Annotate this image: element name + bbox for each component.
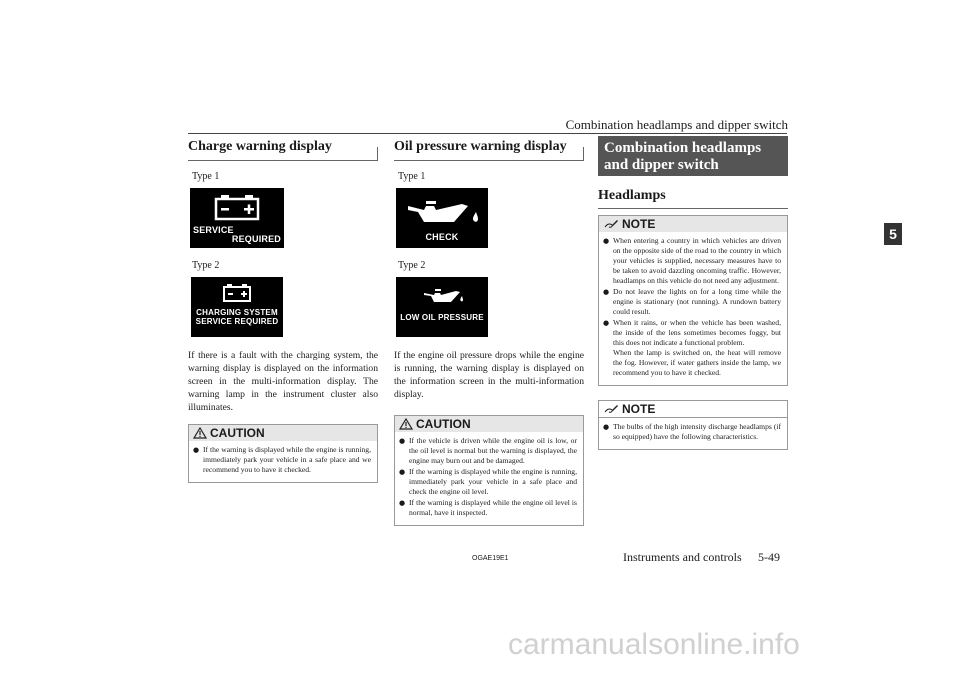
bullet-icon: ●: [399, 499, 406, 507]
oil-caution-item: If the warning is displayed while the engine is running, immediately park your vehicle in a safe place and check the engine oil level.: [409, 467, 577, 496]
oil-caution-header: [395, 416, 583, 432]
note-box-2: [598, 400, 788, 450]
note1-item-text: When it rains, or when the vehicle has been washed, the inside of the lens sometimes becomes foggy, but this does not indicate a functional problem.: [613, 318, 781, 347]
oil-caution-item: If the warning is displayed while the engine oil level is normal, have it inspected.: [409, 498, 577, 517]
note1-item-extra: When the lamp is switched on, the heat will remove the fog. However, if water gathers inside the lamp, we recommend you to have it checked.: [613, 348, 781, 377]
charge-caution-box: [188, 424, 378, 483]
charge-type2-msg-line1: CHARGING SYSTEM: [196, 308, 278, 317]
list-item: [399, 498, 577, 518]
charge-type2-label: Type 2: [192, 260, 220, 271]
charge-type1-display: [190, 188, 284, 248]
running-header: Combination headlamps and dipper switch: [565, 117, 788, 132]
charge-type1-msg-line2: REQUIRED: [231, 234, 281, 244]
list-item: [603, 236, 781, 286]
oil-caution-box: [394, 415, 584, 526]
oil-title-wrap: [394, 136, 584, 161]
oil-type1-display: [396, 188, 488, 248]
oil-type2-label: Type 2: [398, 260, 426, 271]
charge-caution-label: CAUTION: [210, 426, 265, 440]
note1-item-text: Do not leave the lights on for a long time while the engine is stationary (not running). A rundown battery could result.: [613, 287, 781, 316]
page-number: 5-49: [758, 550, 780, 564]
chapter-tab: [884, 223, 902, 245]
note1-item: [613, 236, 781, 286]
bullet-icon: ●: [193, 446, 200, 454]
note-pen-icon: [603, 403, 619, 415]
list-item: [603, 318, 781, 378]
oil-caution-body: [395, 432, 583, 525]
charge-caution-body: [189, 441, 377, 482]
note1-item: [613, 318, 781, 378]
charge-type2-display: [191, 277, 283, 337]
charge-caution-header: [189, 425, 377, 441]
note-box-1: [598, 215, 788, 386]
charge-body-text: If there is a fault with the charging system, the warning display is displayed on the information screen in the multi-information display. The warning lamp in the instrument cluster also illuminates.: [188, 350, 378, 413]
list-item: [603, 287, 781, 317]
list-item: [193, 445, 371, 475]
oil-caution-item: If the vehicle is driven while the engine oil is low, or the oil level is normal but the warning is displayed, the engine may burn out and be damaged.: [409, 436, 577, 465]
charge-type1-label: Type 1: [192, 171, 220, 182]
combination-section: [598, 136, 788, 450]
oil-type2-display: [396, 277, 488, 337]
oil-can-icon: [396, 192, 488, 230]
oil-warning-section: [394, 136, 584, 526]
list-item: [603, 422, 781, 442]
oil-type1-msg: CHECK: [425, 232, 459, 242]
chapter-tab-number: 5: [889, 226, 897, 242]
charge-title-wrap: [188, 136, 378, 161]
note2-item: The bulbs of the high intensity discharge headlamps (if so equipped) have the following characteristics.: [613, 422, 781, 441]
bullet-icon: ●: [399, 468, 406, 476]
note2-header: [599, 401, 787, 417]
charge-caution-item: If the warning is displayed while the engine is running, immediately park your vehicle in a safe place and we recommend you to have it checked.: [203, 445, 371, 474]
footer-section-name: Instruments and controls: [623, 550, 742, 564]
note1-item-text: When entering a country in which vehicles are driven on the opposite side of the road to the country in which your vehicles is supplied, necessary measures have to be taken to avoid dazzling oncoming traffic. However, headlamps on this vehicle do not need any adjustment.: [613, 236, 781, 285]
bullet-icon: ●: [603, 288, 610, 296]
note2-label: NOTE: [622, 402, 656, 416]
oil-title: Oil pressure warning display: [394, 136, 584, 161]
note1-header: [599, 216, 787, 232]
oil-body-text: If the engine oil pressure drops while the engine is running, the warning display is displayed on the information screen in the multi-information display.: [394, 350, 584, 400]
header-rule: [188, 133, 787, 134]
headlamps-subtitle: Headlamps: [598, 180, 788, 209]
warning-triangle-icon: [399, 418, 413, 430]
oil-can-small-icon: [396, 283, 488, 311]
list-item: [399, 467, 577, 497]
document-code: OGAE19E1: [472, 555, 509, 562]
charge-title: Charge warning display: [188, 136, 378, 161]
note-pen-icon: [603, 218, 619, 230]
battery-icon: [190, 190, 284, 224]
charge-warning-section: [188, 136, 378, 483]
bullet-icon: ●: [603, 423, 610, 431]
note1-label: NOTE: [622, 217, 656, 231]
combination-title: Combination headlamps and dipper switch: [598, 136, 788, 176]
note2-body: [599, 417, 787, 449]
oil-caution-label: CAUTION: [416, 417, 471, 431]
oil-type2-msg: LOW OIL PRESSURE: [400, 313, 484, 322]
battery-small-icon: [191, 279, 283, 305]
bullet-icon: ●: [603, 237, 610, 245]
warning-triangle-icon: [193, 427, 207, 439]
bullet-icon: ●: [399, 437, 406, 445]
charge-type2-msg-line2: SERVICE REQUIRED: [195, 317, 279, 326]
watermark: carmanualsonline.info: [508, 628, 800, 661]
list-item: [399, 436, 577, 466]
charge-type1-msg-line1: SERVICE: [193, 225, 234, 235]
oil-type1-label: Type 1: [398, 171, 426, 182]
bullet-icon: ●: [603, 319, 610, 327]
note1-item: [613, 287, 781, 317]
note1-body: [599, 232, 787, 385]
